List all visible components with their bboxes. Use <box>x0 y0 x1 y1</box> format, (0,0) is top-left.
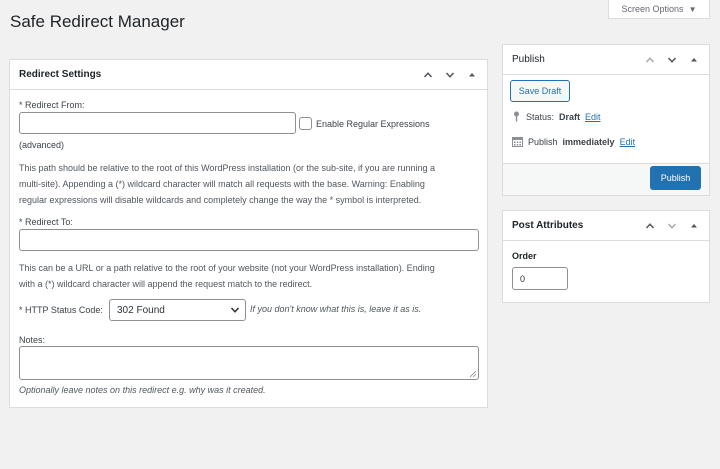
status-code-select[interactable] <box>109 299 246 321</box>
edit-status-link[interactable]: Edit <box>585 111 601 122</box>
toggle-panel-icon[interactable] <box>461 64 483 86</box>
redirect-from-desc-line: regular expressions will disable wildcards and completely change the way the * symbol is interpreted. <box>19 195 422 205</box>
redirect-settings-header <box>10 60 487 90</box>
chevron-down-icon <box>230 305 240 315</box>
redirect-from-label: * Redirect From: <box>19 100 85 110</box>
status-code-hint: If you don't know what this is, leave it as is. <box>250 304 422 314</box>
edit-publish-date-link[interactable]: Edit <box>619 136 636 147</box>
redirect-to-input[interactable] <box>19 229 479 251</box>
pin-icon <box>512 111 521 122</box>
caret-down-icon: ▼ <box>688 4 697 14</box>
status-code-label: * HTTP Status Code: <box>19 305 103 315</box>
post-attributes-header <box>503 211 709 241</box>
publish-timing-value: immediately <box>562 136 615 147</box>
notes-label: Notes: <box>19 335 46 345</box>
redirect-from-input[interactable] <box>19 112 296 134</box>
publish-title: Publish <box>512 54 545 65</box>
move-up-icon[interactable] <box>639 215 661 237</box>
post-attributes-box <box>502 210 710 303</box>
move-down-icon[interactable] <box>661 215 683 237</box>
redirect-to-desc-line: This can be a URL or a path relative to the root of your website (not your WordPress installation). Ending <box>19 263 435 273</box>
order-label: Order <box>512 251 537 261</box>
redirect-to-description <box>19 260 435 292</box>
status-row <box>512 111 601 122</box>
move-up-icon[interactable] <box>639 49 661 71</box>
move-down-icon[interactable] <box>661 49 683 71</box>
post-attributes-body <box>503 241 709 301</box>
resize-handle-icon[interactable] <box>470 371 476 377</box>
redirect-to-label: * Redirect To: <box>19 217 73 227</box>
redirect-from-desc-line: This path should be relative to the root of this WordPress installation (or the sub-site, if you are running a <box>19 163 436 173</box>
publish-prefix: Publish <box>528 136 558 147</box>
toggle-panel-icon[interactable] <box>683 215 705 237</box>
publish-box <box>502 44 710 196</box>
publish-date-row <box>512 136 635 147</box>
redirect-from-description <box>19 160 435 208</box>
status-code-value: 302 Found <box>117 304 165 316</box>
publish-actions-bar <box>503 163 709 195</box>
move-up-icon[interactable] <box>417 64 439 86</box>
post-attributes-title: Post Attributes <box>512 220 584 231</box>
save-draft-button[interactable]: Save Draft <box>510 80 570 102</box>
status-prefix: Status: <box>526 111 555 122</box>
toggle-panel-icon[interactable] <box>683 49 705 71</box>
advanced-label: (advanced) <box>19 140 65 150</box>
page-title: Safe Redirect Manager <box>10 12 185 31</box>
screen-options-button[interactable] <box>608 0 710 19</box>
redirect-settings-box <box>9 59 488 408</box>
regex-label: Enable Regular Expressions <box>316 119 430 129</box>
redirect-from-desc-line: multi-site). Appending a (*) wildcard character will match all requests with the base. Warning: Enabling <box>19 179 425 189</box>
redirect-settings-title: Redirect Settings <box>19 69 102 80</box>
notes-textarea[interactable] <box>19 346 479 380</box>
publish-button[interactable]: Publish <box>650 166 701 190</box>
order-input[interactable]: 0 <box>512 267 568 290</box>
publish-header <box>503 45 709 75</box>
redirect-to-desc-line: with a (*) wildcard character will append the request match to the redirect. <box>19 279 313 289</box>
move-down-icon[interactable] <box>439 64 461 86</box>
screen-options-label: Screen Options <box>621 4 684 14</box>
publish-body <box>503 75 709 195</box>
regex-checkbox[interactable] <box>299 117 312 130</box>
status-value: Draft <box>559 111 581 122</box>
calendar-icon <box>512 136 523 147</box>
notes-description: Optionally leave notes on this redirect e.g. why was it created. <box>19 385 266 395</box>
